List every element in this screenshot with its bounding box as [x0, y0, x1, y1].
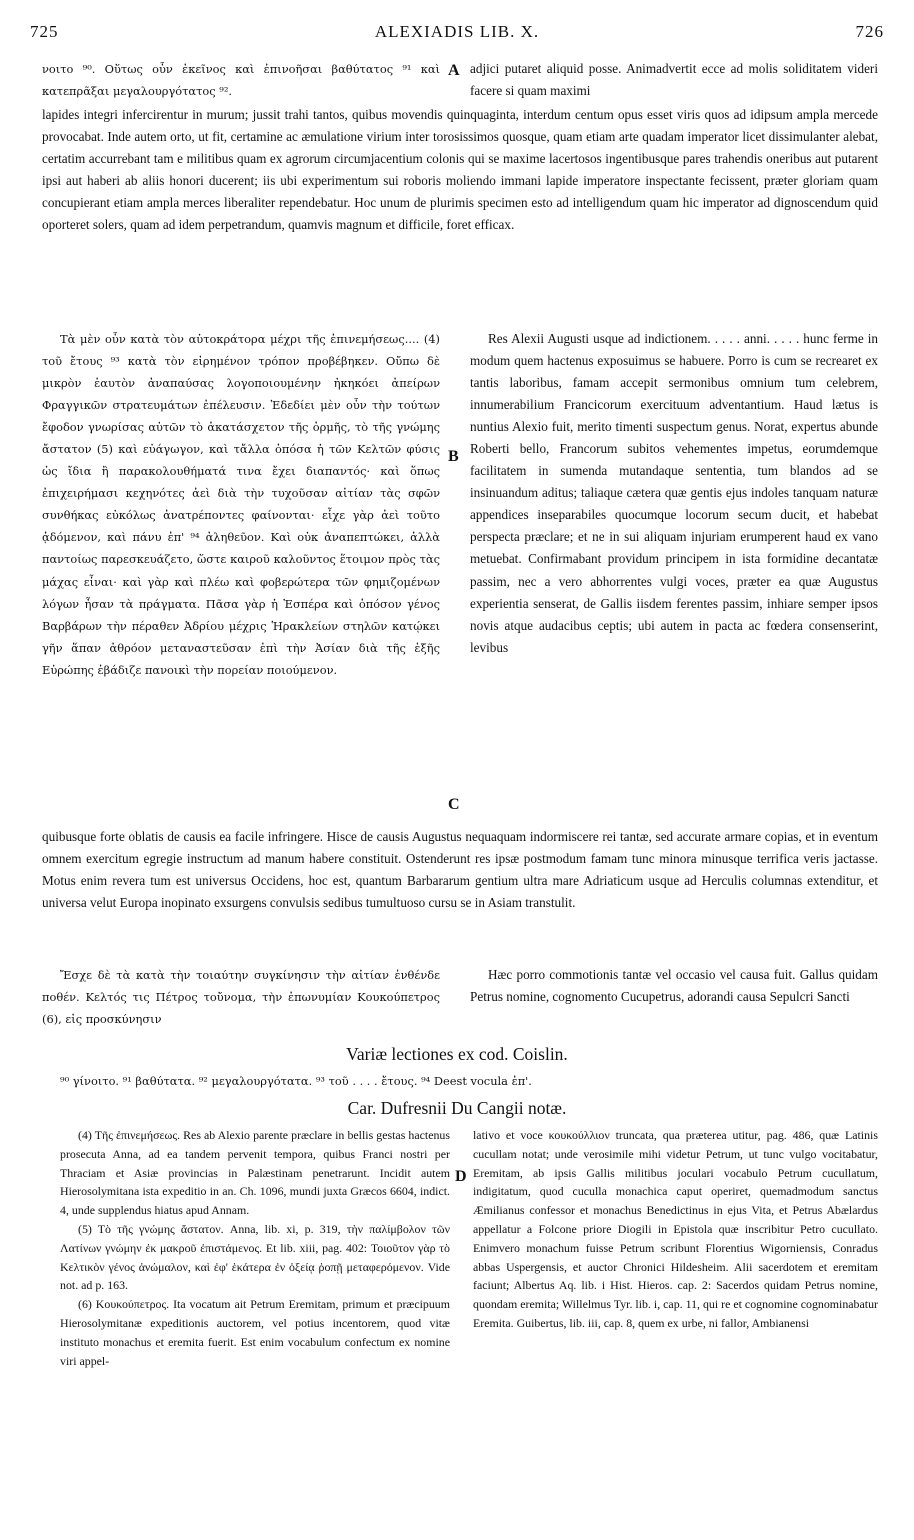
left-page-number: 725 [30, 22, 59, 41]
margin-marker-b: B [448, 448, 459, 465]
latin-text-top: adjici putaret aliquid posse. Animadvertit ecce ad molis soliditatem videri facere si quam maximi [470, 61, 878, 98]
notes-heading: Car. Dufresnii Du Cangii notæ. [347, 1098, 567, 1118]
latin-text-full-middle: quibusque forte oblatis de causis ea facile infringere. Hisce de causis Augustus nequaquam indormiscere rei tantæ, sed accurate armare copias, et in eventum omnem exercitum egregie instructum ad manum habere constituit. Ostenderunt res ipsæ postmodum famam tunc minora minusque terrifica veris jactasse. Motus enim revera tum est universus Occidens, hoc est, quantum Barbararum gentium ultra mare Adriaticum usque ad Herculis columnas extenditur, et universa velut Europa inopinato exsurgens convulsis sedibus tumultuoso cursu se in Asiam transtulit. [42, 829, 878, 910]
latin-text-full-top: lapides integri infercirentur in murum; jussit trahi tantos, quibus movendis quinquaginta, interdum centum opus esset viris quos ad idipsum ampla mercede provocabat. Inde autem orto, ut fit, certamine ac æmulatione virium inter torosissimos quosque, quam etiam arte quadam imperator licet dissimulanter alebat, certatim accurrebant tam e militibus quam ex agrorum circumjacentium colonis qui se maxime lacertosos ingentibusque pares trahendis oneribus aut putarent ipsi aut haberi ab aliis honori ducerent; iis ubi experimentum sui roboris moliendo immani lapide imperatore inspectante fecissent, præter gloriam quam concupierant etiam ampla merces liberaliter rependebatur. Hoc unum de plurimis specimen esto ad intelligendum quam hic imperator ad dignoscendum quid oporteret solers, quam ad idem perpetrandum, quamvis magnum et difficile, foret efficax. [42, 107, 878, 232]
right-page-number: 726 [855, 22, 884, 41]
note-5: (5) Τὸ τῆς γνώμης ἄστατον. Anna, lib. xi, p. 319, τὴν παλίμβολον τῶν Λατίνων γνώμην ἐκ μακροῦ ἐπιστάμενος. Et lib. xiii, pag. 402: Τοιοῦτον γὰρ τὸ Κελτικὸν γένος ἀνώμαλον, καὶ ἐφ' ἑκάτερα ἐν ὀξείᾳ ῥοπῇ μεταφερόμενον. Vide not. ad p. 163. [60, 1221, 450, 1293]
greek-text-middle: Τὰ μὲν οὖν κατὰ τὸν αὐτοκράτορα μέχρι τῆς ἐπινεμήσεως.... (4) τοῦ ἔτους ⁹³ κατὰ τὸν εἰρημένον τρόπον προβέβηκεν. Οὔπω δὲ μικρὸν ἑαυτὸν ἀναπαύσας λογοποιουμένην ἠκηκόει ἀπείρων Φραγγικῶν στρατευμάτων ἐπέλευσιν. Ἐδεδίει μὲν οὖν τὴν τούτων ἔφοδον γνωρίσας αὐτῶν τὸ ἀκατάσχετον τῆς ὁρμῆς, τὸ τῆς γνώμης ἄστατον (5) καὶ εὐάγωγον, καὶ τἄλλα ὁπόσα ἡ τῶν Κελτῶν φύσις ὡς ἴδια ἢ παρακολουθήματά τινα ἔχει διαπαντός· καὶ ὅπως ἐπιχειρήμασι κεχηνότες ἀεὶ διὰ τὴν τυχοῦσαν αἰτίαν τὰς σφῶν συνθήκας εὐκόλως ἀνατρέποντες φαίνονται· εἶχε γὰρ ἀεὶ τοῦτο ᾀδόμενον, καὶ πάνυ ἐπ' ⁹⁴ ἀληθεῦον. Καὶ οὐκ ἀναπεπτώκει, ἀλλὰ παντοίως παρεσκευάζετο, ὥστε καιροῦ καλοῦντος ἕτοιμον πρὸς τὰς μάχας εἶναι· καὶ γὰρ καὶ πλέω καὶ φοβερώτερα τῶν φημιζομένων λόγων ἦσαν τὰ πράγματα. Πᾶσα γὰρ ἡ Ἑσπέρα καὶ ὁπόσον γένος Βαρβάρων τὴν πέραθεν Ἀδρίου μέχρις Ἡρακλείων στηλῶν κατῴκει γῆν ἅπαν ἀθρόον μεταναστεῦσαν ἐπὶ τὴν Ἀσίαν διὰ τῆς ἑξῆς Εὐρώπης ἐβάδιζε πανοικὶ τὴν πορείαν ποιούμενον. [42, 332, 440, 677]
latin-text-middle: Res Alexii Augusti usque ad indictionem. . . . . anni. . . . . hunc ferme in modum quem hactenus exposuimus se habuere. Porro is cum se recrearet ex tantis laboribus, famam accepit sermonibus omnium tum celebrem, innumerabilium Francicorum exercituum adventantium. Haud lætus is nuntius Alexio fuit, merito timenti suspectum genus. Norat, expertus abunde Roberti bello, Francorum subitos vehementes impetus, eorumdemque facilitatem in sumenda mutandaque sententia, tum blandos ad se insinuandum aditus; taliaque cætera quæ gentis ejus indoles tanquam naturæ appendices inseparabiles quocumque locorum secum ducit, et habebat perspecta præclare; et ne in sui aliquam injuriam erumperent haud ex vano metuebat. Confirmabant providum principem in ista formidine decantatæ passim, nec a vero abhorrentes vulgi voces, præter ea quæ Augustus experientia senserat, de Gallis iisdem ferentes passim, inhiare semper ipsos novis atque audacibus ceptis; ubi autem in pacta ac fœdera consenserint, levibus [470, 331, 878, 655]
running-header [30, 22, 884, 54]
note-4: (4) Τῆς ἐπινεμήσεως. Res ab Alexio parente præclare in bellis gestas hactenus prosecuta Anna, ad ea tandem pervenit tempora, quibus Franci nostri per Thraciam et Asiæ provincias in Palæstinam penetrarunt. Incidit autem Hierosolymitana ista expeditio in an. Ch. 1096, mundi juxta Græcos 6604, indict. 4, unde supplendus hiatus apud Annam. [60, 1128, 450, 1218]
margin-marker-a: A [448, 62, 460, 79]
note-6-continued: lativo et voce κουκούλλιον truncata, qua præterea utitur, pag. 486, quæ Latinis cucullam notat; unde verosimile mihi videtur Petrum, ut tunc vulgo vocitabatur, Eremitam, ab ipsis Gallis militibus joculari vocabulo Petrum cucullatum, indigitatum, quod cuculla monachica caput operiret, quemadmodum sanctus Æmilianus confessor et monachus Benedictinus in ejus Vita, et Petrus Abælardus appellatur a Folcone priore Diogili in Epistola quæ inscribitur Petro cucullato. Enimvero monachum fuisse Petrum scribunt Florentius Wigorniensis, Conradus abbas Uspergensis, et auctor Chronici Hildesheim. Alii sacerdotem et eremitam faciunt; Albertus Aq. lib. i Hist. Hieros. cap. 2: Sacerdos quidam Petrus nomine, quondam eremita; Willelmus Tyr. lib. i, cap. 11, qui re et cognomine cognominabatur Eremita. Guibertus, lib. iii, cap. 8, quem ex urbe, ni fallor, Ambianensi [473, 1128, 878, 1330]
notes-right-column [473, 1126, 878, 1526]
margin-marker-d: D [455, 1168, 467, 1185]
notes-left-column [60, 1126, 450, 1526]
latin-text-bottom: Hæc porro commotionis tantæ vel occasio vel causa fuit. Gallus quidam Petrus nomine, cognomento Cucupetrus, adorandi causa Sepulcri Sancti [470, 967, 878, 1004]
greek-text-bottom: Ἔσχε δὲ τὰ κατὰ τὴν τοιαύτην συγκίνησιν τὴν αἰτίαν ἐνθένδε ποθέν. Κελτός τις Πέτρος τοὔνομα, τὴν ἐπωνυμίαν Κουκούπετρος (6), εἰς προσκύνησιν [42, 968, 440, 1026]
margin-marker-c: C [448, 796, 460, 813]
variae-lectiones-heading: Variæ lectiones ex cod. Coislin. [346, 1044, 568, 1064]
greek-text-top: νοιτο ⁹⁰. Οὕτως οὖν ἐκεῖνος καὶ ἐπινοῆσαι βαθύτατος ⁹¹ καὶ κατεπρᾶξαι μεγαλουργότατος ⁹². [42, 62, 440, 98]
note-6: (6) Κουκούπετρος. Ita vocatum ait Petrum Eremitam, primum et præcipuum Hierosolymitanæ expeditionis auctorem, vel potius incentorem, quod vitæ instituto monachus et eremita fuerit. Est enim vocabulum confectum ex nomine viri appel- [60, 1297, 450, 1368]
variae-lectiones-text: ⁹⁰ γίνοιτο. ⁹¹ βαθύτατα. ⁹² μεγαλουργότατα. ⁹³ τοῦ . . . . ἔτους. ⁹⁴ Deest vocula ἐπ'. [60, 1074, 532, 1088]
running-title: ALEXIADIS LIB. X. [374, 22, 540, 41]
